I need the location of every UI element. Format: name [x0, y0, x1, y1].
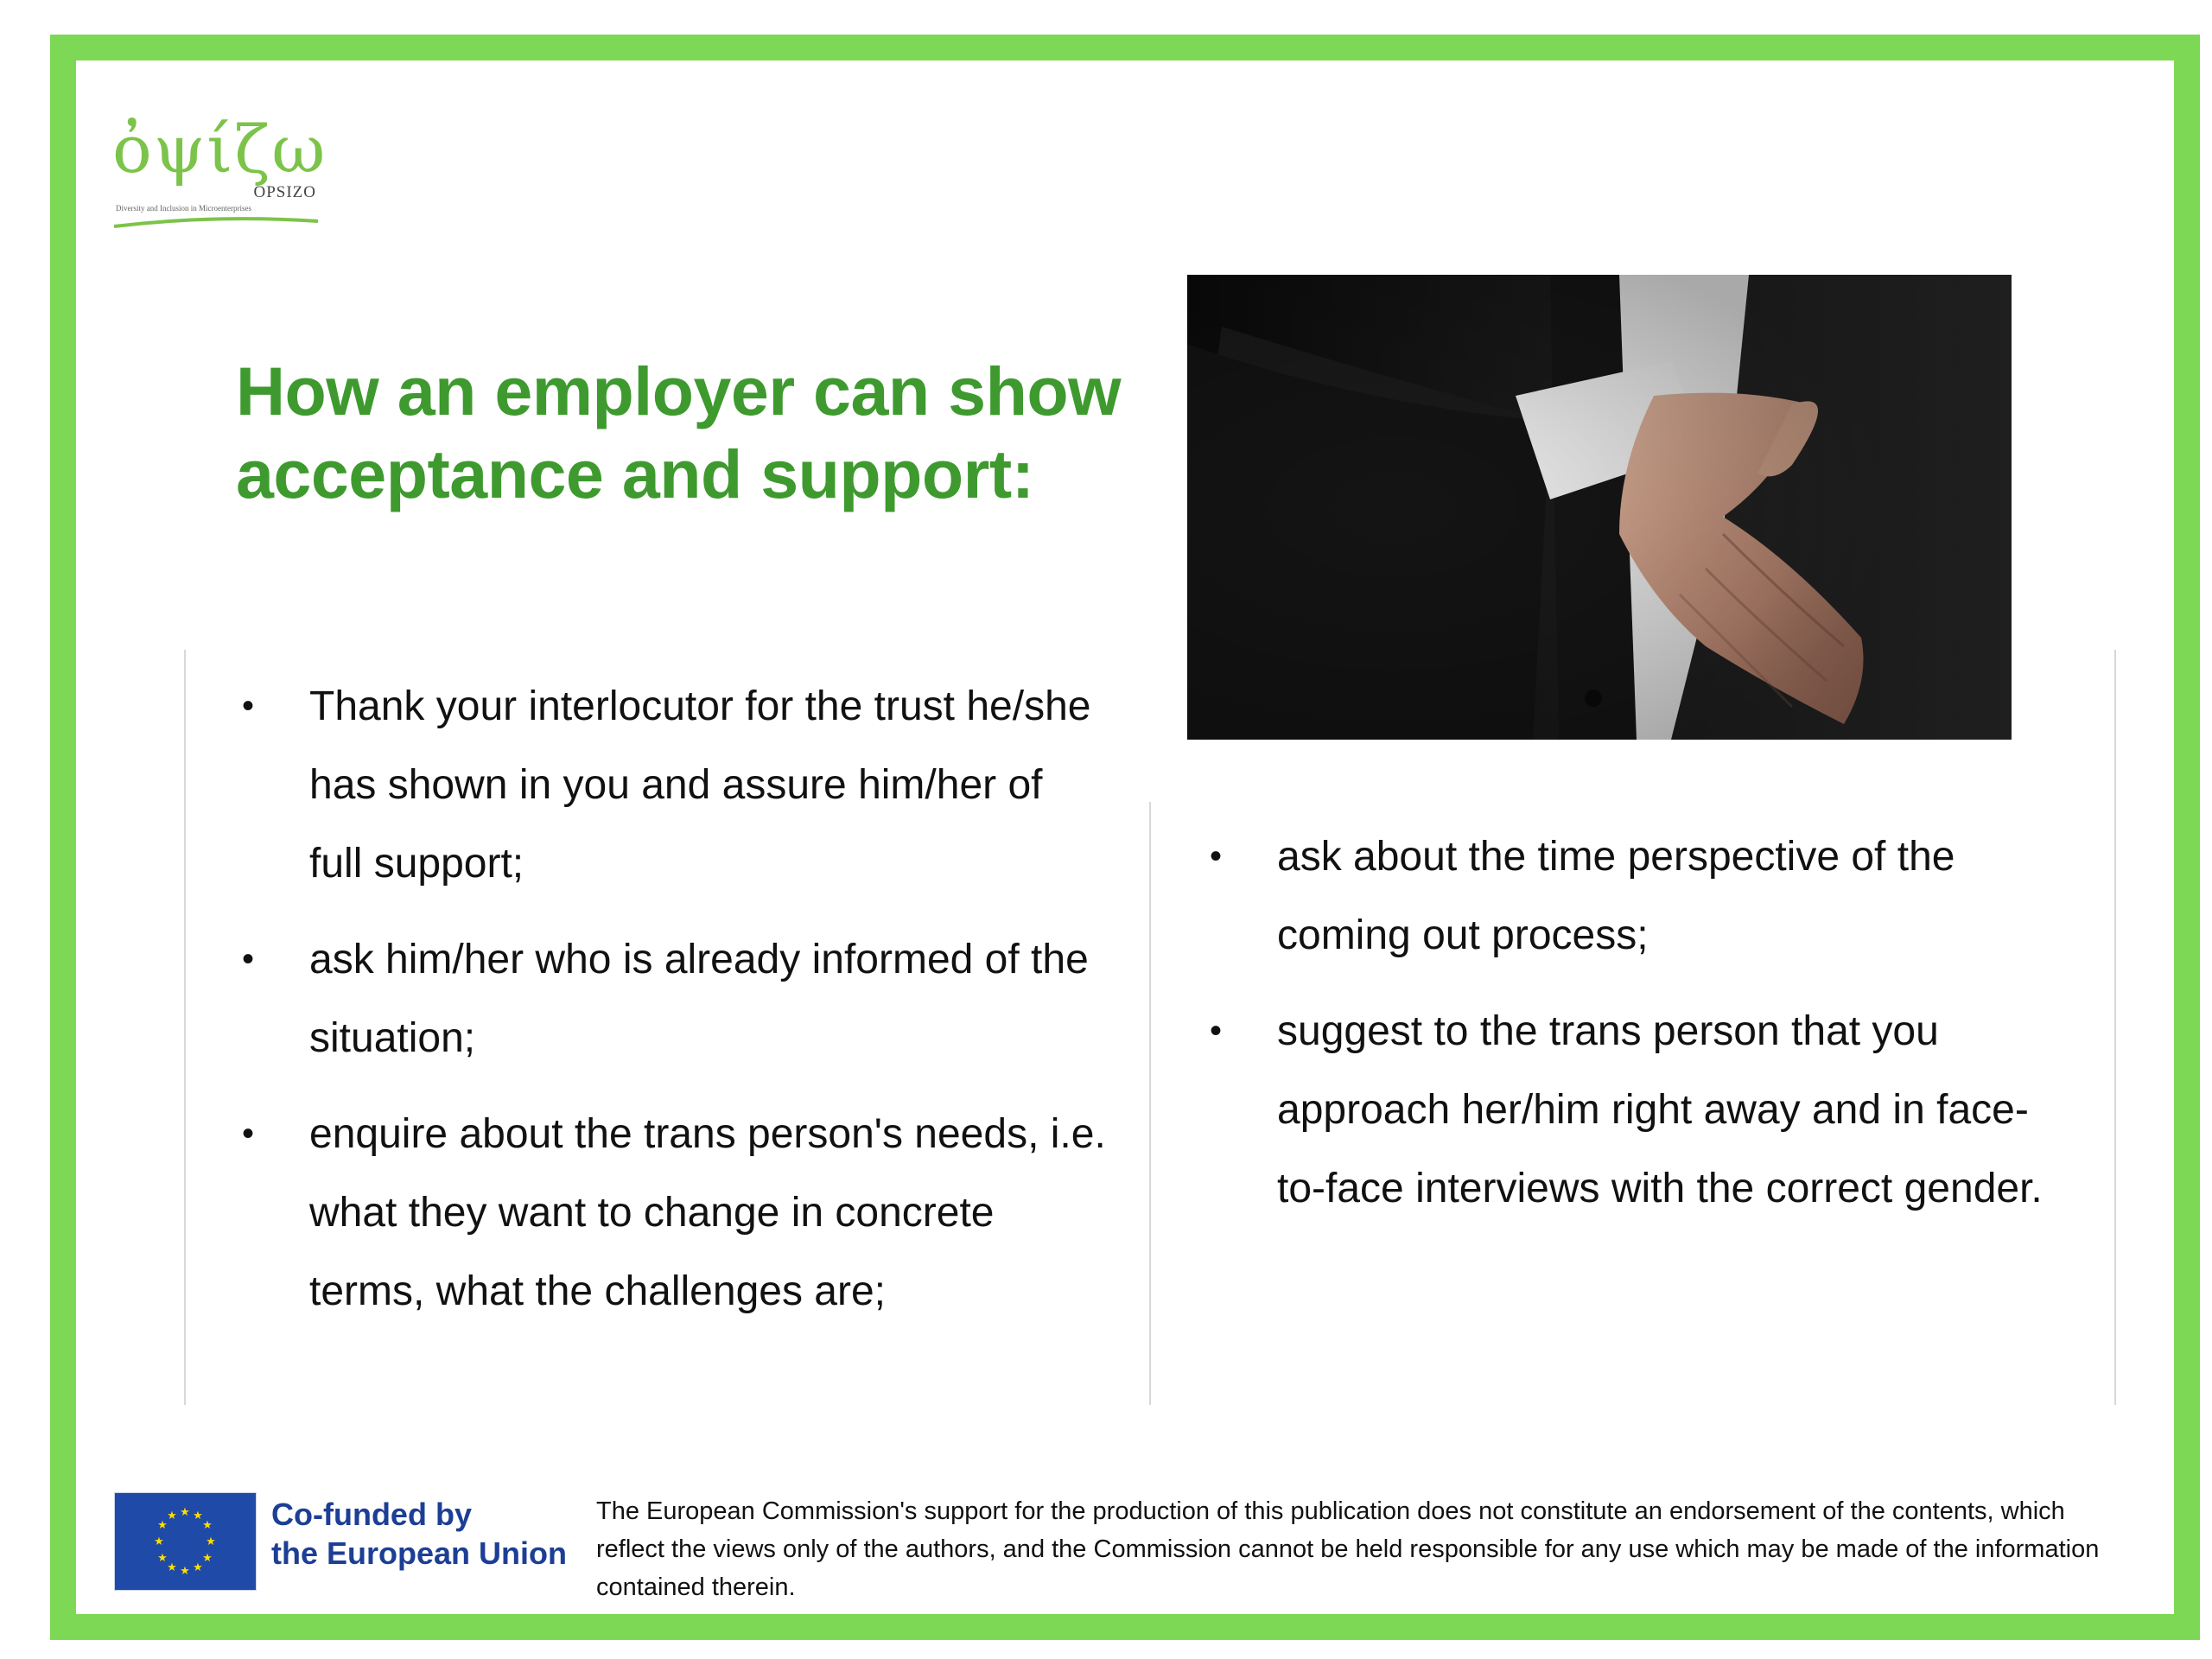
svg-text:★: ★	[180, 1506, 190, 1519]
logo-wordmark: ὀψίζω	[112, 111, 327, 188]
svg-text:★: ★	[206, 1535, 216, 1548]
svg-text:★: ★	[180, 1565, 190, 1578]
eu-flag-icon	[114, 1492, 257, 1591]
eu-cofunded-label	[271, 1495, 567, 1573]
bullet-symbol: •	[242, 1115, 255, 1153]
list-item-text: enquire about the trans person's needs, i.e. what they want to change in concrete terms, what the challenges are;	[309, 1111, 1106, 1314]
list-item	[242, 1095, 1106, 1331]
opsizo-logo	[112, 111, 327, 232]
svg-text:★: ★	[193, 1510, 203, 1522]
bullet-symbol: •	[1210, 1012, 1223, 1050]
bullet-symbol: •	[1210, 837, 1223, 875]
logo-name: OPSIZO	[253, 183, 316, 201]
right-column-divider	[2114, 650, 2116, 1405]
eu-disclaimer: The European Commission's support for the production of this publication does not constitute an endorsement of the contents, which reflect the views only of the authors, and the Commission cannot be held responsible for any use which may be made of the information contained therein.	[596, 1497, 2100, 1601]
middle-column-divider	[1149, 802, 1151, 1405]
list-item	[1210, 817, 2074, 975]
list-item	[242, 920, 1106, 1077]
list-item-text: ask about the time perspective of the coming out process;	[1277, 834, 1955, 958]
right-bullet-list	[1210, 817, 2074, 1245]
bullet-symbol: •	[242, 687, 255, 725]
svg-text:★: ★	[167, 1510, 177, 1522]
bullet-symbol: •	[242, 940, 255, 978]
eu-label-line2: the European Union	[271, 1535, 567, 1571]
svg-text:★: ★	[157, 1552, 168, 1565]
svg-text:★: ★	[202, 1519, 213, 1532]
slide-title: How an employer can show acceptance and support:	[236, 353, 1122, 512]
list-item-text: Thank your interlocutor for the trust he/she has shown in you and assure him/her of full support;	[309, 683, 1091, 887]
logo-swoosh-icon	[112, 213, 320, 230]
logo-tagline: Diversity and Inclusion in Microenterprises	[116, 204, 251, 213]
svg-text:★: ★	[154, 1535, 164, 1548]
eu-label-line1: Co-funded by	[271, 1497, 472, 1532]
svg-text:★: ★	[167, 1561, 177, 1574]
list-item	[1210, 992, 2074, 1228]
handshake-photo	[1187, 275, 2012, 740]
list-item	[242, 667, 1106, 903]
svg-text:★: ★	[193, 1561, 203, 1574]
left-bullet-list	[242, 667, 1106, 1348]
list-item-text: ask him/her who is already informed of the situation;	[309, 937, 1089, 1061]
svg-text:★: ★	[202, 1552, 213, 1565]
list-item-text: suggest to the trans person that you approach her/him right away and in face-to-face interviews with the correct gender.	[1277, 1008, 2043, 1211]
left-column-divider	[184, 650, 186, 1405]
svg-text:★: ★	[157, 1519, 168, 1532]
